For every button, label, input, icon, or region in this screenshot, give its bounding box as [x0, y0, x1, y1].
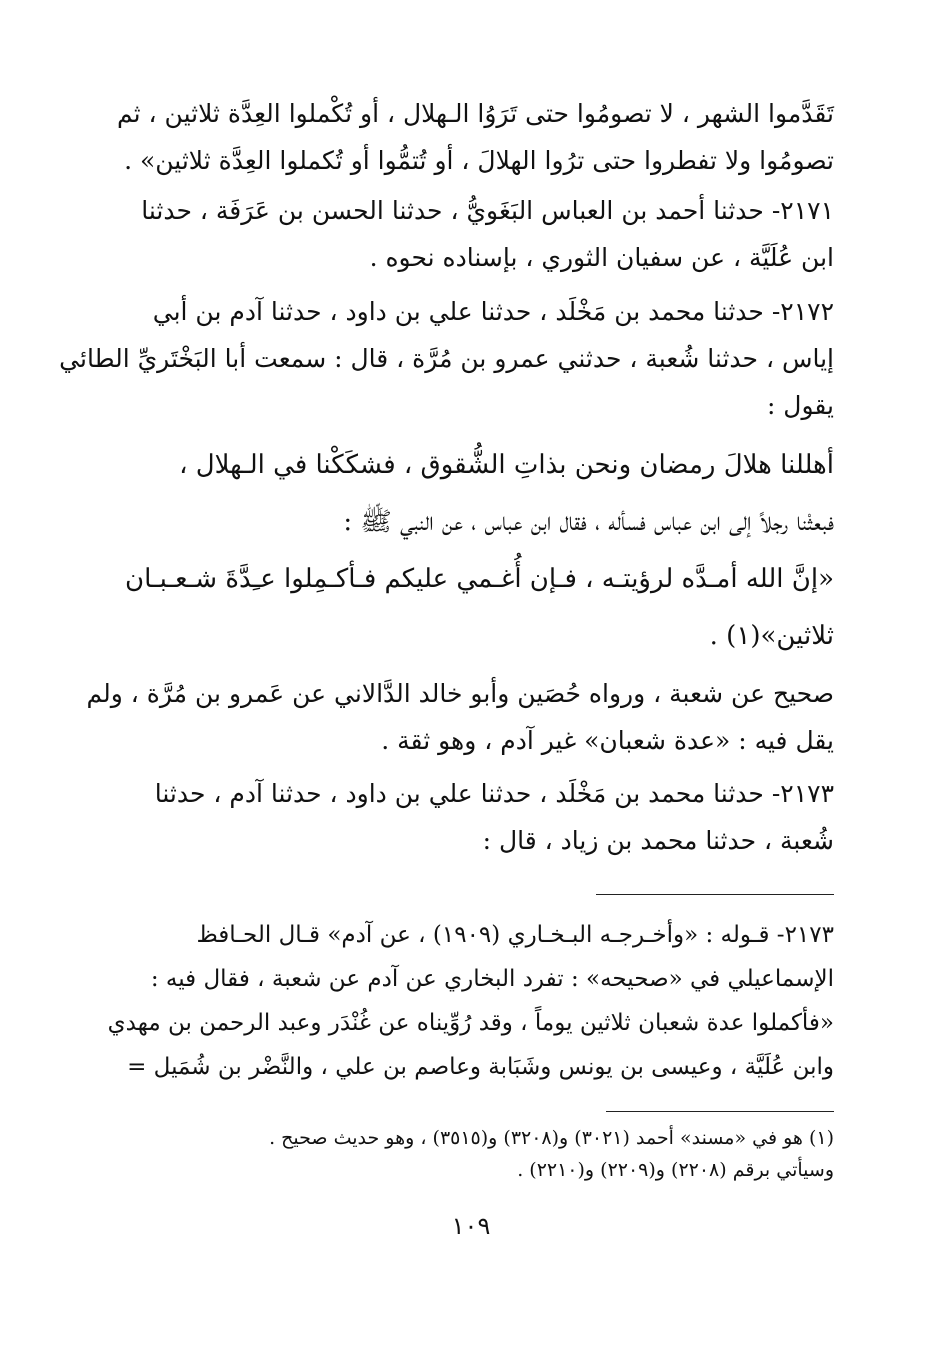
text-line: شُعبة ، حدثنا محمد بن زياد ، قال :	[482, 826, 834, 855]
text-line: صحيح عن شعبة ، ورواه حُصَين وأبو خالد الدَّالاني عن عَمرو بن مُرَّة ، ولم	[86, 679, 834, 708]
text-line: ٢١٧٣- حدثنا محمد بن مَخْلَد ، حدثنا علي بن داود ، حدثنا آدم ، حدثنا	[154, 779, 834, 808]
text-line: تصومُوا ولا تفطروا حتى ترُوا الهلالَ ، أو تُتمُّوا أو تُكملوا العِدَّة ثلاثين» .	[124, 146, 834, 175]
paragraph-continuation	[108, 90, 834, 184]
text-line: يقل فيه : «عدة شعبان» غير آدم ، وهو ثقة .	[381, 726, 834, 755]
text-line: أهللنا هلالَ رمضان ونحن بذاتِ الشُّقوق ، فشكَكْنا في الـهلال ،	[179, 450, 834, 480]
text-line: وسيأتي برقم (٢٢٠٨) و(٢٢٠٩) و(٢٢١٠) .	[517, 1159, 834, 1181]
text-line: (١) هو في «مسند» أحمد (٣٠٢١) و(٣٢٠٨) و(٣٥١٥) ، وهو حديث صحيح .	[269, 1127, 834, 1149]
footnote-separator	[606, 1111, 834, 1112]
commentary-2173	[108, 913, 834, 1089]
hadith-2172-isnad	[59, 288, 834, 429]
text-line: ٢١٧٢- حدثنا محمد بن مَخْلَد ، حدثنا علي بن داود ، حدثنا آدم بن أبي	[152, 297, 834, 326]
text-line: ٢١٧١- حدثنا أحمد بن العباس البَغَويُّ ، حدثنا الحسن بن عَرَفَة ، حدثنا	[141, 196, 834, 225]
hadith-2171	[108, 187, 834, 281]
text-line: الإسماعيلي في «صحيحه» : تفرد البخاري عن آدم عن شعبة ، فقال فيه :	[150, 966, 834, 992]
text-line: وابن عُلَيَّة ، وعيسى بن يونس وشَبَابة وعاصم بن علي ، والنَّضْر بن شُمَيل =	[127, 1054, 834, 1080]
text-line: ٢١٧٣- قـوله : «وأخـرجـه البـخـاري (١٩٠٩) ، عن آدم» قـال الحـافظ	[196, 922, 834, 948]
text-line: يقول :	[766, 391, 834, 420]
hadith-2172-matn	[108, 437, 834, 665]
text-line: «إنَّ الله أمـدَّه لرؤيتـه ، فـإن أُغـمي عليكم فـأكـمِلوا عـِدَّةَ شـعـبـان	[125, 564, 834, 594]
book-page	[59, 90, 834, 1340]
grading-note	[86, 670, 834, 764]
text-line: ثلاثين»(١) .	[709, 621, 834, 651]
footnote-1	[108, 1122, 834, 1186]
text-line: إياس ، حدثنا شُعبة ، حدثني عمرو بن مُرَّة ، قال : سمعت أبا البَخْتَريِّ الطائي	[59, 344, 834, 373]
text-line: تَقَدَّموا الشهر ، لا تصومُوا حتى تَرَوُا الـهلال ، أو تُكْملوا العِدَّة ثلاثين ، ثم	[116, 99, 834, 128]
text-line: فبعثْنا رجلاً إلى ابن عباس فسأله ، فقال ابن عباس ، عن النبي ﷺ :	[343, 507, 834, 537]
commentary-separator	[596, 894, 834, 895]
hadith-2173	[108, 770, 834, 864]
page-number: ١٠٩	[451, 1212, 491, 1240]
text-line: ابن عُلَيَّة ، عن سفيان الثوري ، بإسناده نحوه .	[369, 243, 834, 272]
text-line: «فأكملوا عدة شعبان ثلاثين يوماً ، وقد رُوِّيناه عن غُنْدَر وعبد الرحمن بن مهدي	[107, 1010, 834, 1036]
